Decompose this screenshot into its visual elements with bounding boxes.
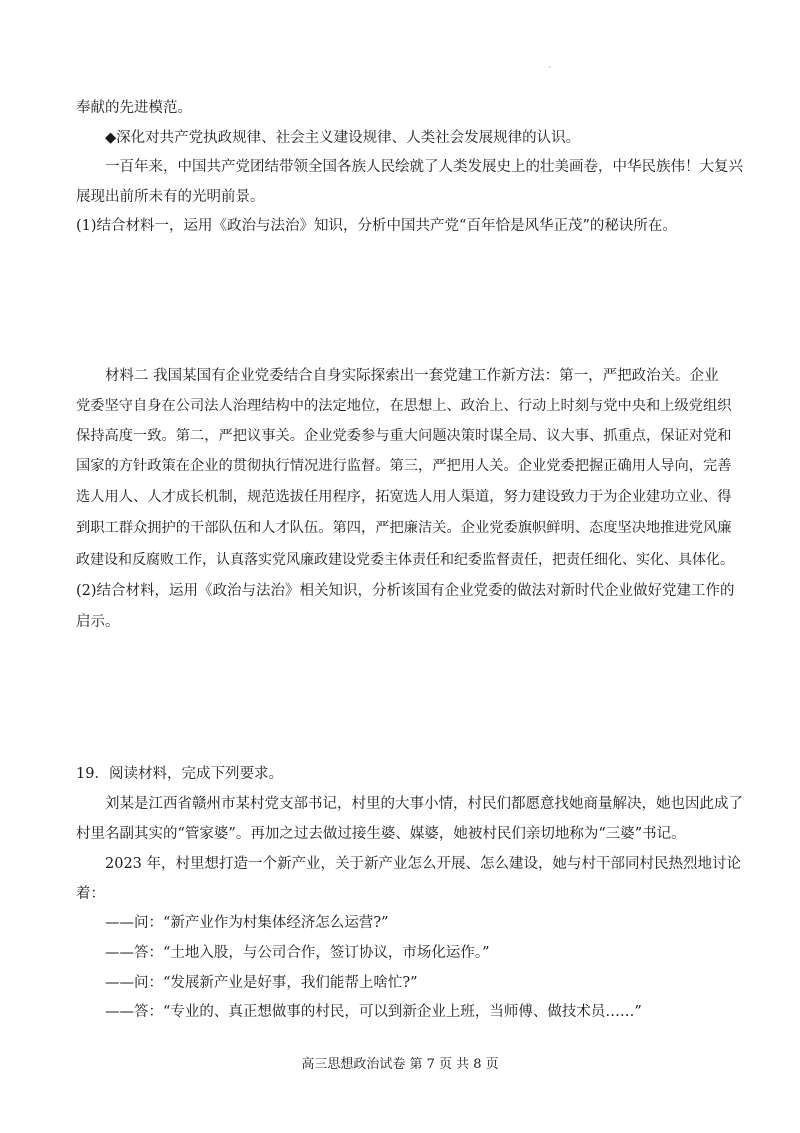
text-line: 刘某是江西省赣州市某村党支部书记，村里的大事小情，村民们都愿意找她商量解决，她也因此成了 [105,796,743,812]
text-line: 选人用人、人才成长机制，规范选拔任用程序，拓宽选人用人渠道，努力建设致力于为企业建功立业、得 [76,489,732,505]
text-line: 展现出前所未有的光明前景。 [76,189,265,205]
page-footer: 高三思想政治试卷 第 7 页 共 8 页 [301,1057,499,1072]
text-line: 一百年来，中国共产党团结带领全国各族人民绘就了人类发展史上的壮美画卷，中华民族伟！大复兴 [105,159,743,175]
question-1: (1)结合材料一，运用《政治与法治》知识，分析中国共产党“百年恰是风华正茂”的秘诀所在。 [76,218,677,234]
text-line: 2023 年，村里想打造一个新产业，关于新产业怎么开展、怎么建设，她与村干部同村民热烈地讨论 [105,856,742,872]
material-two-heading: 材料二 我国某国有企业党委结合自身实际探索出一套党建工作新方法：第一，严把政治关。企业 [105,368,719,384]
text-line: 着： [76,886,105,902]
question-2: (2)结合材料，运用《政治与法治》相关知识，分析该国有企业党委的做法对新时代企业做好党建工作的 [76,583,735,599]
dialogue-line: ——答：“土地入股，与公司合作，签订协议，市场化运作。” [105,945,490,961]
dialogue-line: ——问：“新产业作为村集体经济怎么运营?” [105,915,389,931]
text-line: 政建设和反腐败工作，认真落实党风廉政建设党委主体责任和纪委监督责任，把责任细化、实化、具体化。 [76,552,734,568]
text-line: 启示。 [76,614,120,630]
text-line: 村里名副其实的“管家婆”。再加之过去做过接生婆、媒婆，她被村民们亲切地称为“三婆”书记。 [76,826,686,842]
text-line: 国家的方针政策在企业的贯彻执行情况进行监督。第三，严把用人关。企业党委把握正确用人导向，完善 [76,458,732,474]
dialogue-line: ——问：“发展新产业是好事，我们能帮上啥忙?” [105,975,418,991]
question-19-heading: 19．阅读材料，完成下列要求。 [76,766,283,782]
text-line: 保持高度一致。第二，严把议事关。企业党委参与重大问题决策时谋全局、议大事、抓重点，保证对党和 [76,428,732,444]
scan-mark: ` [548,66,552,75]
text-line: 奉献的先进模范。 [76,100,192,116]
text-line: 党委坚守自身在公司法人治理结构中的法定地位，在思想上、政治上、行动上时刻与党中央和上级党组织 [76,398,732,414]
dialogue-line: ——答：“专业的、真正想做事的村民，可以到新企业上班，当师傅、做技术员……” [105,1004,642,1020]
text-line: 到职工群众拥护的干部队伍和人才队伍。第四，严把廉洁关。企业党委旗帜鲜明、态度坚决地推进党风廉 [76,520,732,536]
bullet-line: ◆深化对共产党执政规律、社会主义建设规律、人类社会发展规律的认识。 [105,130,581,146]
